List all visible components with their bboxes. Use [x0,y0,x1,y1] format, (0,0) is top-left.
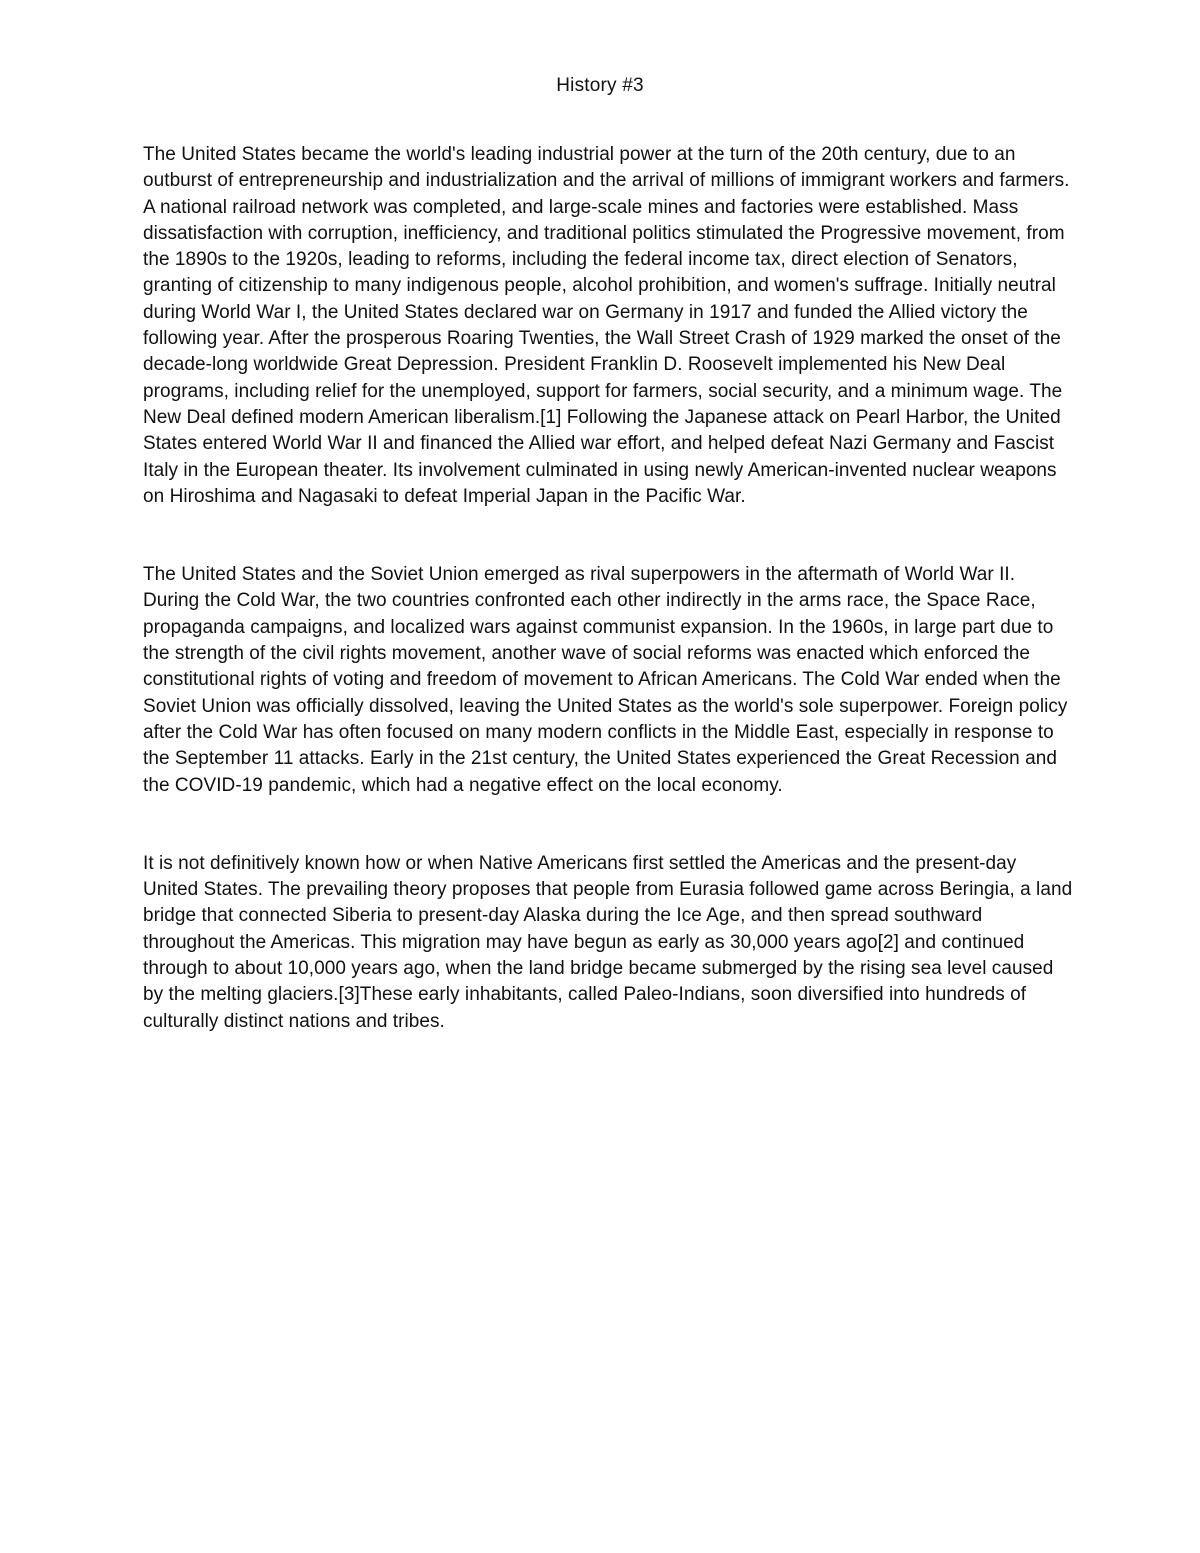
paragraph-industrial-era: The United States became the world's leading industrial power at the turn of the 20th century, due to an outburst of entrepreneurship and industrialization and the arrival of millions of immigrant workers and farmers. A national railroad network was completed, and large-scale mines and factories were established. Mass dissatisfaction with corruption, inefficiency, and traditional politics stimulated the Progressive movement, from the 1890s to the 1920s, leading to reforms, including the federal income tax, direct election of Senators, granting of citizenship to many indigenous people, alcohol prohibition, and women's suffrage. Initially neutral during World War I, the United States declared war on Germany in 1917 and funded the Allied victory the following year. After the prosperous Roaring Twenties, the Wall Street Crash of 1929 marked the onset of the decade-long worldwide Great Depression. President Franklin D. Roosevelt implemented his New Deal programs, including relief for the unemployed, support for farmers, social security, and a minimum wage. The New Deal defined modern American liberalism.[1] Following the Japanese attack on Pearl Harbor, the United States entered World War II and financed the Allied war effort, and helped defeat Nazi Germany and Fascist Italy in the European theater. Its involvement culminated in using newly American-invented nuclear weapons on Hiroshima and Nagasaki to defeat Imperial Japan in the Pacific War. [143,144,1070,507]
document-title: History #3 [556,75,644,96]
document-body [143,142,1073,1035]
paragraph-cold-war-era: The United States and the Soviet Union emerged as rival superpowers in the aftermath of World War II. During the Cold War, the two countries confronted each other indirectly in the arms race, the Space Race, propaganda campaigns, and localized wars against communist expansion. In the 1960s, in large part due to the strength of the civil rights movement, another wave of social reforms was enacted which enforced the constitutional rights of voting and freedom of movement to African Americans. The Cold War ended when the Soviet Union was officially dissolved, leaving the United States as the world's sole superpower. Foreign policy after the Cold War has often focused on many modern conflicts in the Middle East, especially in response to the September 11 attacks. Early in the 21st century, the United States experienced the Great Recession and the COVID-19 pandemic, which had a negative effect on the local economy. [143,564,1068,796]
paragraph-native-americans: It is not definitively known how or when Native Americans first settled the Americas and the present-day United States. The prevailing theory proposes that people from Eurasia followed game across Beringia, a land bridge that connected Siberia to present-day Alaska during the Ice Age, and then spread southward throughout the Americas. This migration may have begun as early as 30,000 years ago[2] and continued through to about 10,000 years ago, when the land bridge became submerged by the rising sea level caused by the melting glaciers.[3]These early inhabitants, called Paleo-Indians, soon diversified into hundreds of culturally distinct nations and tribes. [143,852,1073,1032]
